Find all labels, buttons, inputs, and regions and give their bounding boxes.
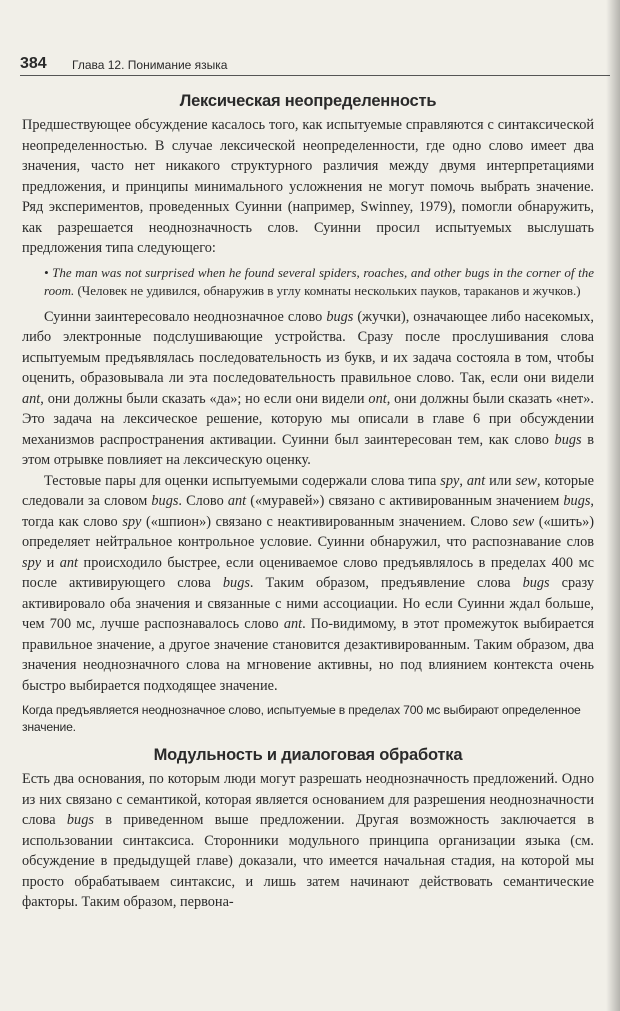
running-header xyxy=(20,55,610,76)
section-heading-lexical-ambiguity: Лексическая неопределенность xyxy=(179,92,437,110)
page-edge-shadow xyxy=(606,0,620,1011)
example-translation: (Человек не удивился, обнаружив в углу комнаты нескольких пауков, тараканов и жучков.) xyxy=(77,282,581,298)
paragraph-4: Есть два основания, по которым люди могут разрешать неоднозначность предложений. Одно из них связано с семантикой, которая является основанием для разрешения неоднозначности слова bugs в приведенном выше предложении. Другая возможность заключается в использовании синтаксиса. Сторонники модульного принципа организации языка (см. обсуждение в предыдущей главе) доказали, что имеется начальная стадия, на которой мы просто обрабатываем синтаксис, и лишь затем начинают действовать семантические факторы. Таким образом, первона- xyxy=(22,771,594,910)
paragraph-2: Суинни заинтересовало неоднозначное слово bugs (жучки), означающее либо насекомых, либо электронные подслушивающие устройства. Сразу после прослушивания слова испытуемым предъявлялась последовательность из букв, и их задача состояла в том, чтобы оценить, образовывала ли эта последовательность правильное слово. Так, если они видели ant, они должны были сказать «да»; но если они видели ont, они должны были сказать «нет». Это задача на лексическое решение, которую мы описали в главе 6 при обсуждении механизмов распространения активации. Суинни был заинтересован тем, как слово bugs в этом отрывке повлияет на лексическую оценку. xyxy=(22,308,595,468)
chapter-title: Глава 12. Понимание языка xyxy=(72,58,228,72)
section-heading-modularity: Модульность и диалоговая обработка xyxy=(153,746,463,764)
paragraph-1: Предшествующее обсуждение касалось того, как испытуемые справляются с синтаксической неопределенностью. В случае лексической неопределенности, где одно слово имеет два значения, часто нет никакого структурного различия между двумя интерпретациями предложения, и принципы минимального усложнения не могут помочь выбрать значение. Ряд экспериментов, проведенных Суинни (например, Swinney, 1979), помогли обнаружить, как разрешается неоднозначность слов. Суинни просил испытуемых выслушать предложения типа следующего: xyxy=(22,117,594,256)
summary-note: Когда предъявляется неоднозначное слово, испытуемые в пределах 700 мс выбирают определенное значение. xyxy=(22,703,581,734)
paragraph-3: Тестовые пары для оценки испытуемыми содержали слова типа spy, ant или sew, которые следовали за словом bugs. Слово ant («муравей») связано с активированным значением bugs, тогда как слово spy («шпион») связано с неактивированным значением. Слово sew («шить») определяет нейтральное контрольное условие. Суинни обнаружил, что распознавание слов spy и ant происходило быстрее, если оцениваемое слово предъявлялось в пределах 400 мс после активирующего слова bugs. Таким образом, предъявление слова bugs сразу активировало оба значения и связанные с ними ассоциации. Но если Суинни ждал больше, чем 700 мс, лучше распознавалось слово ant. По-видимому, в этот промежуток выбирается правильное значение, а другое значение становится дезактивированным. Таким образом, два значения неоднозначного слова на мгновение активны, но под влиянием контекста очень быстро выбирается подходящее значение. xyxy=(22,472,594,694)
example-english: • The man was not surprised when he found several spiders, roaches, and other bugs in the corner of the room. xyxy=(44,264,594,298)
example-sentence xyxy=(44,264,594,300)
page-content xyxy=(22,92,594,913)
page-number: 384 xyxy=(20,55,47,72)
